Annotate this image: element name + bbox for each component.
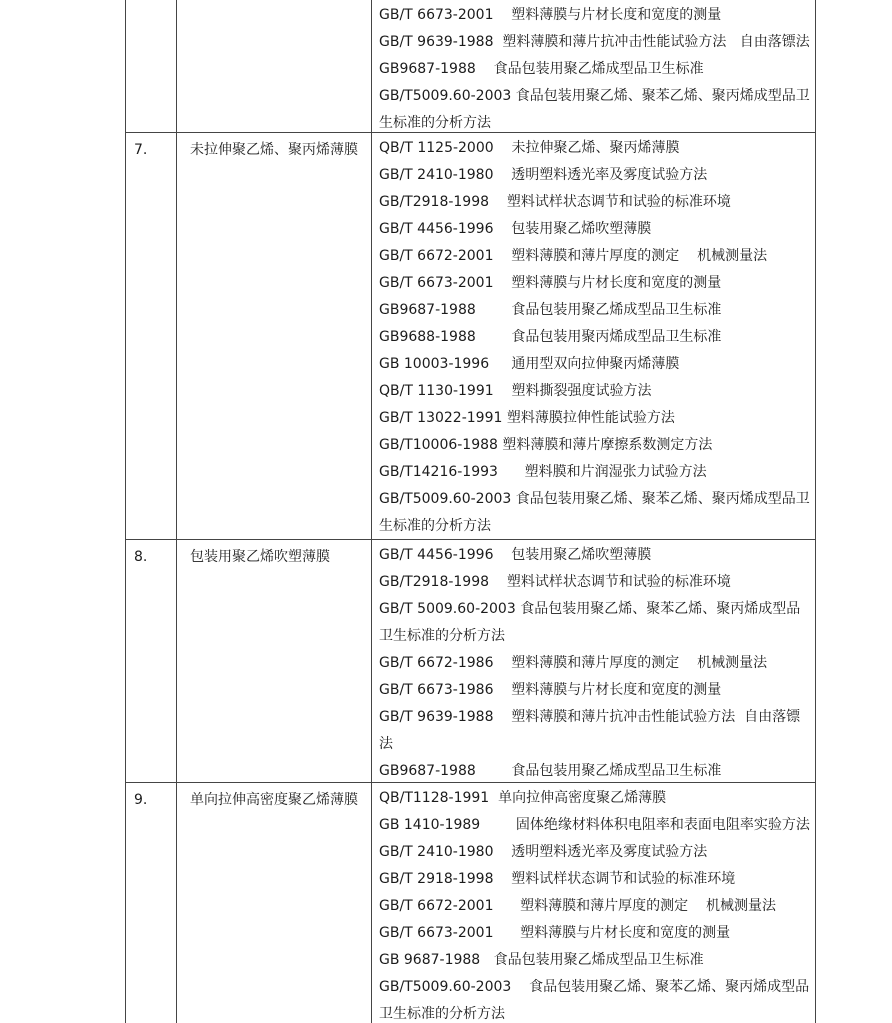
standard-line: GB/T 5009.60-2003 食品包装用聚乙烯、聚苯乙烯、聚丙烯成型品卫生标准的分析方法 (379, 601, 801, 644)
product-name-cell (177, 783, 372, 1023)
standard-line: GB 9687-1988 食品包装用聚乙烯成型品卫生标准 (379, 952, 704, 968)
row-number-cell (126, 783, 177, 1023)
standards-cell (372, 540, 816, 782)
product-name: 未拉伸聚乙烯、聚丙烯薄膜 (190, 142, 358, 158)
standard-line: GB/T 6673-2001 塑料薄膜与片材长度和宽度的测量 (379, 7, 722, 23)
standard-line: GB/T 6672-1986 塑料薄膜和薄片厚度的测定 机械测量法 (379, 655, 768, 671)
standard-line: GB/T 6673-2001 塑料薄膜与片材长度和宽度的测量 (379, 925, 731, 941)
standard-line: GB/T 9639-1988 塑料薄膜和薄片抗冲击性能试验方法 自由落镖法 (379, 34, 810, 50)
standard-line: GB/T5009.60-2003 食品包装用聚乙烯、聚苯乙烯、聚丙烯成型品卫生标准的分析方法 (379, 491, 810, 534)
standard-line: GB/T 2410-1980 透明塑料透光率及雾度试验方法 (379, 167, 708, 183)
product-name-cell (177, 133, 372, 539)
standard-line: QB/T1128-1991 单向拉伸高密度聚乙烯薄膜 (379, 790, 667, 806)
standard-line: GB/T 4456-1996 包装用聚乙烯吹塑薄膜 (379, 221, 652, 237)
standard-line: GB/T 4456-1996 包装用聚乙烯吹塑薄膜 (379, 547, 652, 563)
product-name: 包装用聚乙烯吹塑薄膜 (190, 549, 330, 565)
standard-line: QB/T 1130-1991 塑料撕裂强度试验方法 (379, 383, 652, 399)
standard-line: GB9688-1988 食品包装用聚丙烯成型品卫生标准 (379, 329, 722, 345)
standard-line: GB/T2918-1998 塑料试样状态调节和试验的标准环境 (379, 574, 731, 590)
standard-line: GB/T 9639-1988 塑料薄膜和薄片抗冲击性能试验方法 自由落镖法 (379, 709, 801, 752)
standard-line: GB/T 2410-1980 透明塑料透光率及雾度试验方法 (379, 844, 708, 860)
standards-cell (372, 783, 816, 1023)
standard-line: GB/T5009.60-2003 食品包装用聚乙烯、聚苯乙烯、聚丙烯成型品卫生标准的分析方法 (379, 979, 810, 1022)
standards-cell (372, 133, 816, 539)
product-name-cell (177, 540, 372, 782)
standard-line: GB/T5009.60-2003 食品包装用聚乙烯、聚苯乙烯、聚丙烯成型品卫生标准的分析方法 (379, 88, 810, 131)
table-row (126, 540, 816, 783)
standard-line: GB/T2918-1998 塑料试样状态调节和试验的标准环境 (379, 194, 731, 210)
standard-line: GB/T 6673-1986 塑料薄膜与片材长度和宽度的测量 (379, 682, 722, 698)
standard-line: GB9687-1988 食品包装用聚乙烯成型品卫生标准 (379, 61, 704, 77)
row-number: 8. (134, 549, 148, 565)
row-number: 9. (134, 792, 148, 808)
standard-line: GB/T 6672-2001 塑料薄膜和薄片厚度的测定 机械测量法 (379, 248, 768, 264)
standard-line: QB/T 1125-2000 未拉伸聚乙烯、聚丙烯薄膜 (379, 140, 680, 156)
table-row (126, 133, 816, 540)
standard-line: GB/T 6673-2001 塑料薄膜与片材长度和宽度的测量 (379, 275, 722, 291)
standard-line: GB/T 6672-2001 塑料薄膜和薄片厚度的测定 机械测量法 (379, 898, 776, 914)
standard-line: GB 10003-1996 通用型双向拉伸聚丙烯薄膜 (379, 356, 680, 372)
row-number: 7. (134, 142, 148, 158)
standard-line: GB/T 2918-1998 塑料试样状态调节和试验的标准环境 (379, 871, 736, 887)
standard-line: GB9687-1988 食品包装用聚乙烯成型品卫生标准 (379, 763, 722, 779)
standard-line: GB/T10006-1988 塑料薄膜和薄片摩擦系数测定方法 (379, 437, 713, 453)
standard-line: GB9687-1988 食品包装用聚乙烯成型品卫生标准 (379, 302, 722, 318)
product-name: 单向拉伸高密度聚乙烯薄膜 (190, 792, 358, 808)
standard-line: GB/T 13022-1991 塑料薄膜拉伸性能试验方法 (379, 410, 675, 426)
row-number-cell (126, 133, 177, 539)
row-number-cell (126, 0, 177, 132)
row-number-cell (126, 540, 177, 782)
standard-line: GB/T14216-1993 塑料膜和片润湿张力试验方法 (379, 464, 707, 480)
standards-cell (372, 0, 816, 132)
table-row (126, 783, 816, 1023)
standards-table (125, 0, 816, 1023)
product-name-cell (177, 0, 372, 132)
standard-line: GB 1410-1989 固体绝缘材料体积电阻率和表面电阻率实验方法 (379, 817, 810, 833)
table-row (126, 0, 816, 133)
